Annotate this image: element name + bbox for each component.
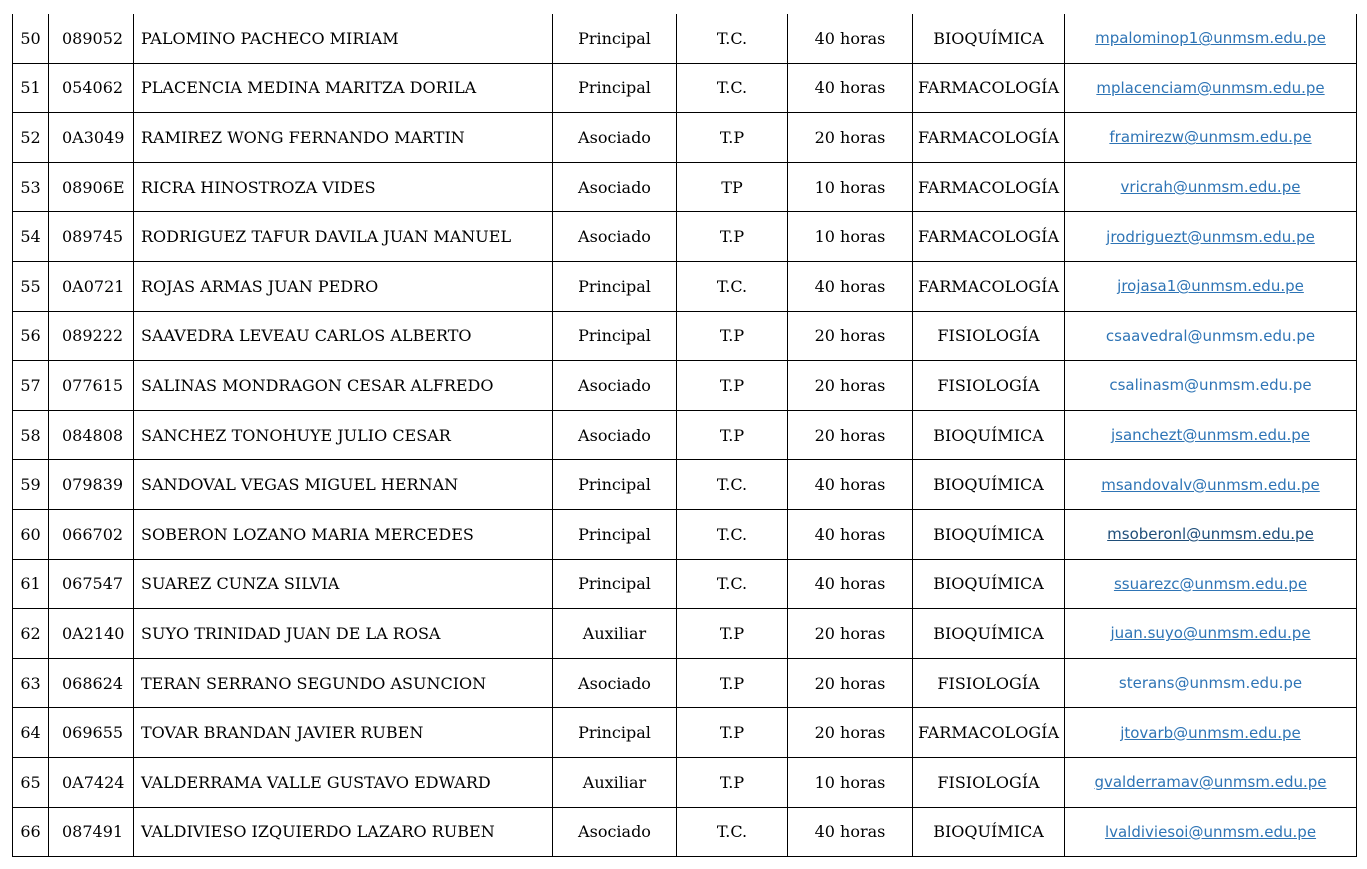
staff-name-cell: TOVAR BRANDAN JAVIER RUBEN [134,708,553,758]
dedication-cell: T.C. [677,460,788,510]
staff-code-cell: 068624 [49,658,134,708]
department-cell: BIOQUÍMICA [913,460,1065,510]
row-number-cell: 59 [13,460,49,510]
hours-cell: 20 horas [788,113,913,163]
hours-cell: 10 horas [788,162,913,212]
hours-cell: 40 horas [788,14,913,63]
staff-code-cell: 089222 [49,311,134,361]
dedication-cell: T.C. [677,14,788,63]
table-body [13,14,1357,857]
category-cell: Asociado [553,113,677,163]
table-row [13,559,1357,609]
category-cell: Asociado [553,361,677,411]
department-cell: BIOQUÍMICA [913,410,1065,460]
department-cell: FARMACOLOGÍA [913,212,1065,262]
table-row [13,162,1357,212]
email-cell [1065,509,1357,559]
table-row [13,311,1357,361]
email-link[interactable]: csalinasm@unmsm.edu.pe [1109,376,1312,395]
department-cell: FARMACOLOGÍA [913,63,1065,113]
staff-code-cell: 08906E [49,162,134,212]
department-cell: BIOQUÍMICA [913,559,1065,609]
row-number-cell: 52 [13,113,49,163]
department-cell: BIOQUÍMICA [913,509,1065,559]
staff-name-cell: SANCHEZ TONOHUYE JULIO CESAR [134,410,553,460]
email-cell [1065,162,1357,212]
dedication-cell: T.P [677,757,788,807]
staff-code-cell: 0A2140 [49,609,134,659]
category-cell: Asociado [553,410,677,460]
category-cell: Auxiliar [553,757,677,807]
category-cell: Principal [553,14,677,63]
table-row [13,807,1357,857]
dedication-cell: TP [677,162,788,212]
staff-name-cell: SAAVEDRA LEVEAU CARLOS ALBERTO [134,311,553,361]
category-cell: Principal [553,708,677,758]
hours-cell: 40 horas [788,460,913,510]
email-link[interactable]: ssuarezc@unmsm.edu.pe [1113,574,1308,593]
staff-name-cell: VALDERRAMA VALLE GUSTAVO EDWARD [134,757,553,807]
table-row [13,63,1357,113]
category-cell: Principal [553,63,677,113]
staff-code-cell: 067547 [49,559,134,609]
department-cell: BIOQUÍMICA [913,14,1065,63]
email-cell [1065,807,1357,857]
dedication-cell: T.C. [677,63,788,113]
email-cell [1065,757,1357,807]
hours-cell: 20 horas [788,658,913,708]
category-cell: Principal [553,559,677,609]
category-cell: Asociado [553,807,677,857]
table-row [13,509,1357,559]
email-cell [1065,113,1357,163]
dedication-cell: T.C. [677,807,788,857]
email-cell [1065,708,1357,758]
row-number-cell: 50 [13,14,49,63]
table-row [13,212,1357,262]
department-cell: BIOQUÍMICA [913,807,1065,857]
email-cell [1065,212,1357,262]
table-row [13,658,1357,708]
email-link[interactable]: csaavedral@unmsm.edu.pe [1105,326,1316,345]
table-row [13,609,1357,659]
email-cell [1065,311,1357,361]
staff-name-cell: RAMIREZ WONG FERNANDO MARTIN [134,113,553,163]
table-row [13,14,1357,63]
email-link[interactable]: msoberonl@unmsm.edu.pe [1107,525,1314,544]
table-row [13,361,1357,411]
row-number-cell: 56 [13,311,49,361]
hours-cell: 20 horas [788,361,913,411]
hours-cell: 40 horas [788,261,913,311]
table-row [13,410,1357,460]
dedication-cell: T.P [677,658,788,708]
email-link[interactable]: jrojasa1@unmsm.edu.pe [1117,277,1304,296]
dedication-cell: T.P [677,212,788,262]
email-cell [1065,559,1357,609]
staff-name-cell: PLACENCIA MEDINA MARITZA DORILA [134,63,553,113]
staff-name-cell: VALDIVIESO IZQUIERDO LAZARO RUBEN [134,807,553,857]
dedication-cell: T.C. [677,509,788,559]
table-row [13,261,1357,311]
email-link[interactable]: jtovarb@unmsm.edu.pe [1120,723,1301,742]
dedication-cell: T.P [677,113,788,163]
staff-name-cell: SALINAS MONDRAGON CESAR ALFREDO [134,361,553,411]
department-cell: BIOQUÍMICA [913,609,1065,659]
email-cell [1065,410,1357,460]
category-cell: Auxiliar [553,609,677,659]
table-row [13,460,1357,510]
dedication-cell: T.P [677,708,788,758]
row-number-cell: 65 [13,757,49,807]
row-number-cell: 54 [13,212,49,262]
category-cell: Asociado [553,212,677,262]
staff-name-cell: PALOMINO PACHECO MIRIAM [134,14,553,63]
hours-cell: 20 horas [788,410,913,460]
hours-cell: 10 horas [788,212,913,262]
staff-code-cell: 089052 [49,14,134,63]
staff-code-cell: 0A7424 [49,757,134,807]
faculty-staff-table-page [12,14,1356,857]
staff-code-cell: 077615 [49,361,134,411]
row-number-cell: 66 [13,807,49,857]
staff-code-cell: 084808 [49,410,134,460]
staff-code-cell: 066702 [49,509,134,559]
department-cell: FISIOLOGÍA [913,658,1065,708]
hours-cell: 40 horas [788,807,913,857]
email-link[interactable]: juan.suyo@unmsm.edu.pe [1110,624,1311,643]
row-number-cell: 62 [13,609,49,659]
dedication-cell: T.P [677,311,788,361]
table-row [13,757,1357,807]
category-cell: Asociado [553,658,677,708]
email-link[interactable]: sterans@unmsm.edu.pe [1118,674,1303,693]
dedication-cell: T.P [677,361,788,411]
dedication-cell: T.P [677,609,788,659]
department-cell: FISIOLOGÍA [913,757,1065,807]
row-number-cell: 63 [13,658,49,708]
dedication-cell: T.C. [677,559,788,609]
hours-cell: 20 horas [788,609,913,659]
staff-name-cell: SOBERON LOZANO MARIA MERCEDES [134,509,553,559]
staff-code-cell: 054062 [49,63,134,113]
email-link[interactable]: vricrah@unmsm.edu.pe [1120,178,1301,197]
email-cell [1065,658,1357,708]
staff-code-cell: 0A0721 [49,261,134,311]
row-number-cell: 64 [13,708,49,758]
email-link[interactable]: jrodriguezt@unmsm.edu.pe [1106,227,1315,246]
staff-name-cell: TERAN SERRANO SEGUNDO ASUNCION [134,658,553,708]
row-number-cell: 51 [13,63,49,113]
category-cell: Principal [553,460,677,510]
email-link[interactable]: lvaldiviesoi@unmsm.edu.pe [1104,822,1317,841]
department-cell: FARMACOLOGÍA [913,708,1065,758]
row-number-cell: 61 [13,559,49,609]
staff-code-cell: 079839 [49,460,134,510]
email-cell [1065,261,1357,311]
email-link[interactable]: framirezw@unmsm.edu.pe [1109,128,1312,147]
hours-cell: 10 horas [788,757,913,807]
row-number-cell: 55 [13,261,49,311]
hours-cell: 40 horas [788,509,913,559]
row-number-cell: 58 [13,410,49,460]
hours-cell: 20 horas [788,311,913,361]
department-cell: FARMACOLOGÍA [913,162,1065,212]
email-link[interactable]: mplacenciam@unmsm.edu.pe [1096,78,1325,97]
category-cell: Asociado [553,162,677,212]
staff-name-cell: SANDOVAL VEGAS MIGUEL HERNAN [134,460,553,510]
department-cell: FARMACOLOGÍA [913,113,1065,163]
email-link[interactable]: msandovalv@unmsm.edu.pe [1101,475,1320,494]
email-link[interactable]: jsanchezt@unmsm.edu.pe [1110,426,1310,445]
department-cell: FARMACOLOGÍA [913,261,1065,311]
row-number-cell: 57 [13,361,49,411]
department-cell: FISIOLOGÍA [913,311,1065,361]
category-cell: Principal [553,509,677,559]
staff-code-cell: 087491 [49,807,134,857]
staff-code-cell: 0A3049 [49,113,134,163]
staff-code-cell: 069655 [49,708,134,758]
email-cell [1065,460,1357,510]
staff-name-cell: SUYO TRINIDAD JUAN DE LA ROSA [134,609,553,659]
email-link[interactable]: mpalominop1@unmsm.edu.pe [1095,29,1326,48]
dedication-cell: T.P [677,410,788,460]
staff-name-cell: RICRA HINOSTROZA VIDES [134,162,553,212]
staff-code-cell: 089745 [49,212,134,262]
row-number-cell: 53 [13,162,49,212]
hours-cell: 40 horas [788,559,913,609]
department-cell: FISIOLOGÍA [913,361,1065,411]
faculty-staff-table [12,14,1357,857]
hours-cell: 20 horas [788,708,913,758]
staff-name-cell: RODRIGUEZ TAFUR DAVILA JUAN MANUEL [134,212,553,262]
email-cell [1065,14,1357,63]
email-cell [1065,609,1357,659]
dedication-cell: T.C. [677,261,788,311]
table-row [13,708,1357,758]
category-cell: Principal [553,311,677,361]
email-cell [1065,361,1357,411]
staff-name-cell: ROJAS ARMAS JUAN PEDRO [134,261,553,311]
hours-cell: 40 horas [788,63,913,113]
email-link[interactable]: gvalderramav@unmsm.edu.pe [1094,773,1327,792]
category-cell: Principal [553,261,677,311]
email-cell [1065,63,1357,113]
staff-name-cell: SUAREZ CUNZA SILVIA [134,559,553,609]
row-number-cell: 60 [13,509,49,559]
table-row [13,113,1357,163]
